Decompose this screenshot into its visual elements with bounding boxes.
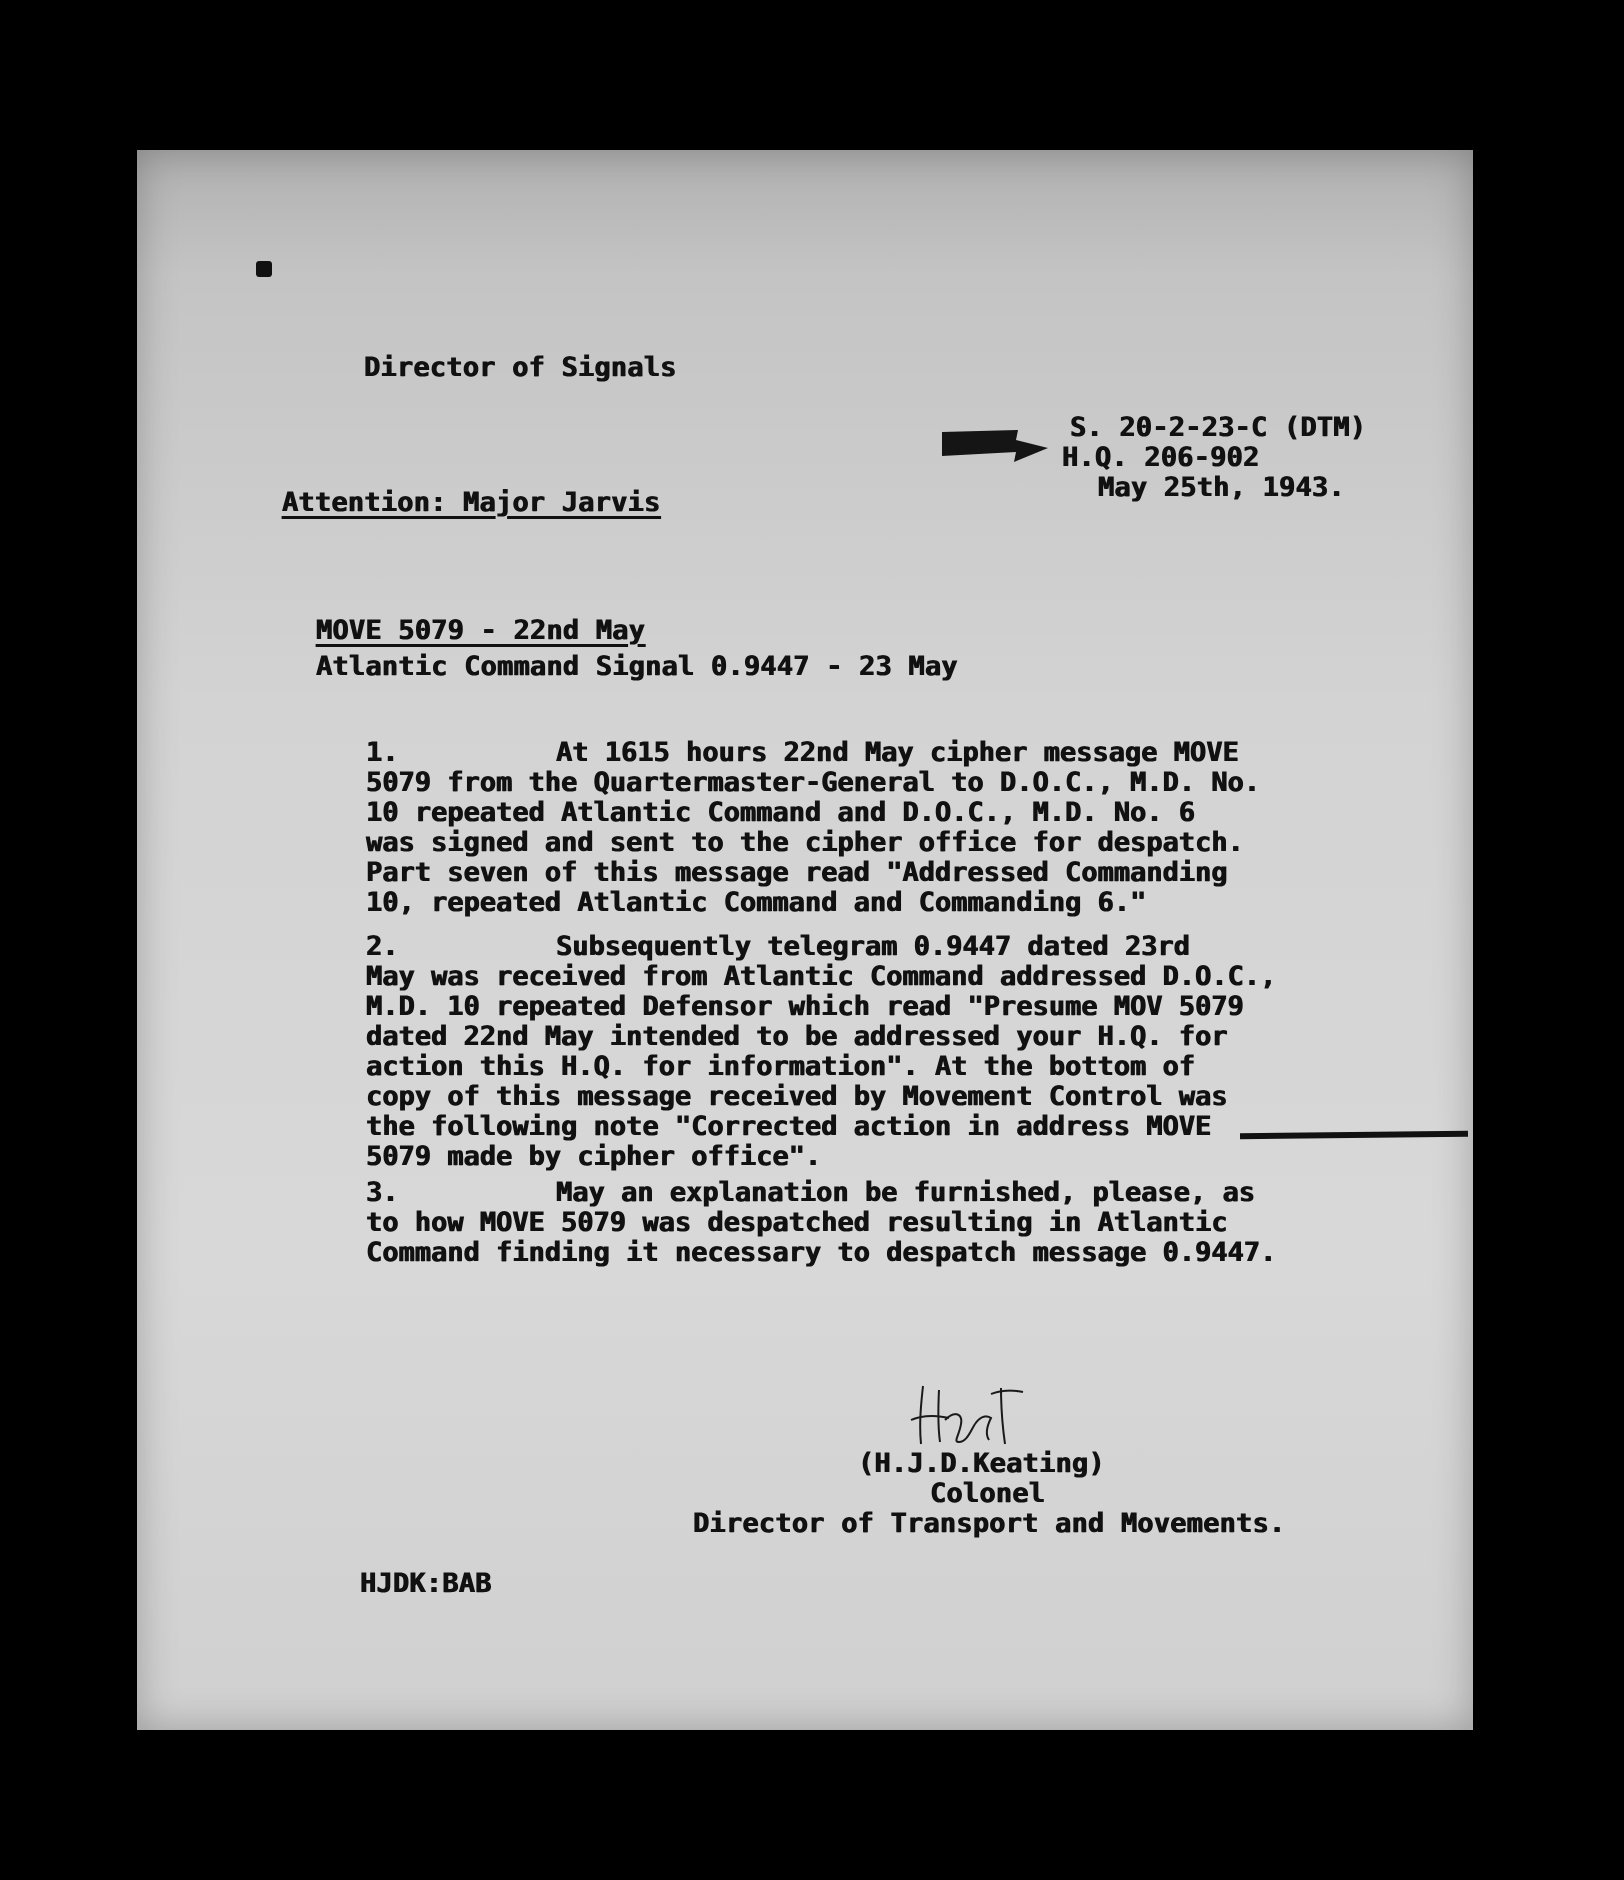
- signatory-title: Director of Transport and Movements.: [693, 1508, 1286, 1539]
- paragraph-line: 10, repeated Atlantic Command and Commanding 6.": [366, 887, 1147, 918]
- paragraph-line: 10 repeated Atlantic Command and D.O.C., M.D. No. 6: [366, 797, 1196, 828]
- paragraph-line: dated 22nd May intended to be addressed your H.Q. for: [366, 1021, 1228, 1052]
- signatory-rank: Colonel: [930, 1478, 1046, 1509]
- paragraph-line: copy of this message received by Movement Control was: [366, 1081, 1228, 1112]
- file-reference-1: S. 20-2-23-C (DTM): [1070, 412, 1367, 443]
- paragraph-number: 3.: [366, 1177, 399, 1208]
- paragraph-line: 5079 from the Quartermaster-General to D.O.C., M.D. No.: [366, 767, 1261, 798]
- paragraph-line: was signed and sent to the cipher office for despatch.: [366, 827, 1244, 858]
- paragraph-number: 1.: [366, 737, 399, 768]
- paragraph-line: action this H.Q. for information". At the bottom of: [366, 1051, 1196, 1082]
- letter-date: May 25th, 1943.: [1098, 472, 1345, 503]
- paragraph-line: the following note "Corrected action in address MOVE: [366, 1111, 1212, 1142]
- paragraph-line: Command finding it necessary to despatch message 0.9447.: [366, 1237, 1277, 1268]
- signatory-name: (H.J.D.Keating): [858, 1448, 1105, 1479]
- file-reference-2: H.Q. 206-902: [1062, 442, 1260, 473]
- paragraph-line: Part seven of this message read "Addressed Commanding: [366, 857, 1228, 888]
- paragraph-line: 5079 made by cipher office".: [366, 1141, 822, 1172]
- paragraph-2: [366, 932, 1296, 1172]
- paragraph-line: At 1615 hours 22nd May cipher message MOVE: [556, 737, 1239, 768]
- paragraph-line: May an explanation be furnished, please, as: [556, 1177, 1255, 1208]
- attention-line: Attention: Major Jarvis: [282, 487, 661, 518]
- punch-mark: [256, 261, 272, 277]
- subject-line-1: MOVE 5079 - 22nd May: [316, 615, 646, 646]
- paragraph-line: May was received from Atlantic Command addressed D.O.C.,: [366, 961, 1277, 992]
- paragraph-3: [366, 1178, 1296, 1268]
- paragraph-line: to how MOVE 5079 was despatched resulting in Atlantic: [366, 1207, 1228, 1238]
- paragraph-line: M.D. 10 repeated Defensor which read "Presume MOV 5079: [366, 991, 1244, 1022]
- arrow-stamp-icon: [940, 422, 1060, 472]
- reference-initials: HJDK:BAB: [360, 1568, 492, 1599]
- paragraph-1: [366, 738, 1296, 918]
- addressee: Director of Signals: [364, 352, 677, 383]
- paragraph-line: Subsequently telegram 0.9447 dated 23rd: [556, 931, 1190, 962]
- paragraph-number: 2.: [366, 931, 399, 962]
- subject-line-2: Atlantic Command Signal 0.9447 - 23 May: [316, 651, 958, 682]
